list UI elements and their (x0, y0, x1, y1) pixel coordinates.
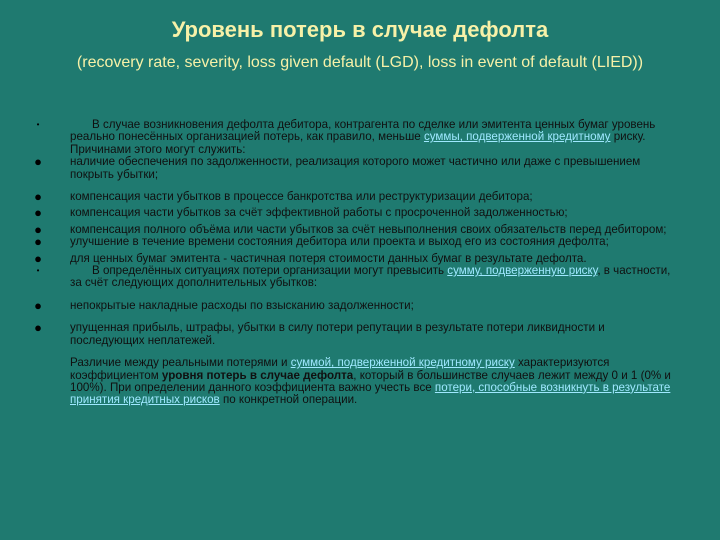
paragraph-causes (32, 119, 682, 156)
list-item (32, 191, 682, 203)
risk-amount-link[interactable]: сумму, подверженную риску (447, 264, 598, 278)
slide-title: Уровень потерь в случае дефолта (171, 17, 549, 42)
paragraph-text: Различие между реальными потерями и (70, 356, 291, 370)
bullet-icon: ● (34, 189, 42, 205)
bullet-icon: ● (34, 154, 42, 170)
list-item-text: компенсация части убытков за счёт эффективной работы с просроченной задолженностью; (70, 206, 568, 220)
paragraph-text: В случае возникновения дефолта дебитора, контрагента по сделке или эмитента ценных бумаг уровень реально понесённых организацией потерь, как правило, меньше (70, 118, 656, 144)
list-item-text: компенсация полного объёма или части убытков за счёт невыполнения своих обязательств перед дебитором; (70, 222, 667, 236)
list-item (32, 156, 682, 181)
list-item (32, 322, 682, 347)
slide-content (32, 119, 682, 407)
list-item-text: упущенная прибыль, штрафы, убытки в силу потери репутации в результате потери ликвидности и последующих неплатежей. (70, 321, 605, 347)
list-item-text: наличие обеспечения по задолженности, реализация которого может частично или даже с превышением покрыть убытки; (70, 155, 641, 181)
bullet-icon: ● (34, 234, 42, 250)
paragraph-text: , который в большинстве случаев лежит между 0 и 1 (0% и 100%). При определении данного коэффициента важно учесть все (70, 368, 671, 394)
paragraph-text: по конкретной операции. (219, 393, 358, 407)
list-item (32, 297, 682, 313)
list-item-text: компенсация части убытков в процессе банкротства или реструктуризации дебитора; (70, 190, 533, 204)
credit-risk-amount-link[interactable]: суммой, подверженной кредитному риску (290, 356, 515, 370)
bullet-icon: ● (34, 205, 42, 221)
credit-risk-link[interactable]: суммы, подверженной кредитному (423, 130, 611, 144)
slide-subtitle: (recovery rate, severity, loss given default (LGD), loss in event of default (LIED)) (76, 54, 644, 71)
potential-losses-link[interactable]: потери, способные возникнуть в результате принятия кредитных рисков (70, 380, 671, 407)
paragraph-text: риску. Причинами этого могут служить: (70, 130, 646, 156)
bullet-icon: ● (34, 320, 42, 336)
bullet-icon: • (36, 120, 40, 129)
list-item-text: для ценных бумаг эмитента - частичная потеря стоимости данных бумаг в результате дефолта. (70, 251, 587, 265)
bullet-icon: • (36, 266, 40, 276)
bullet-icon: ● (34, 221, 42, 237)
paragraph-text: характеризуются коэффициентом (70, 356, 610, 382)
list-item-text: непокрытые накладные расходы по взысканию задолженности; (70, 298, 414, 312)
list-item-text: улучшение в течение времени состояния дебитора или проекта и выход его из состояния дефолта; (70, 235, 609, 249)
list-item (32, 236, 682, 248)
paragraph-lgd-definition (32, 357, 682, 407)
paragraph-additional-losses (32, 265, 682, 290)
paragraph-text: В определённых ситуациях потери организации могут превысить (92, 264, 448, 278)
bullet-icon: ● (34, 297, 42, 313)
lgd-term: уровня потерь в случае дефолта (161, 368, 354, 382)
list-item (32, 207, 682, 219)
bullet-icon: ● (34, 250, 42, 266)
paragraph-text: , в частности, за счёт следующих дополнительных убытков: (70, 264, 671, 290)
